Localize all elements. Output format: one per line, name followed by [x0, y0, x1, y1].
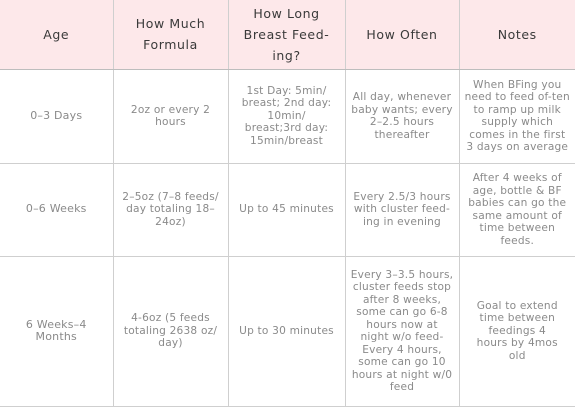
breast-feeding-cell: Up to 45 minutes: [228, 163, 345, 256]
how-often-cell: All day, whenever baby wants; every 2–2.5 hours thereafter: [345, 69, 459, 163]
table-body: [0, 69, 575, 406]
table-row: [0, 69, 575, 163]
table-row: [0, 163, 575, 256]
formula-cell: [113, 163, 228, 256]
header-age: Age: [0, 0, 113, 69]
header-row: [0, 0, 575, 69]
formula-cell: [113, 256, 228, 406]
notes-cell: [459, 256, 575, 406]
formula-text: 2oz or every 2 hours: [130, 103, 211, 128]
breast-feeding-text: 1st Day: 5min/ breast; 2nd day: 10min/ breast;3rd day: 15min/breast: [241, 84, 332, 147]
age-cell: 0–3 Days: [0, 69, 113, 163]
how-often-cell: Every 3–3.5 hours, cluster feeds stop after 8 weeks, some can go 6-8 hours now at night w/o feed-Every 4 hours, some can go 10 hours at night w/0 feed: [345, 256, 459, 406]
header-breast-feeding: [228, 0, 345, 69]
notes-cell: After 4 weeks of age, bottle & BF babies can go the same amount of time between feeds.: [459, 163, 575, 256]
header-formula-label: How Much Formula: [135, 16, 206, 53]
age-cell: 0–6 Weeks: [0, 163, 113, 256]
how-often-cell: Every 2.5/3 hours with cluster feed-ing in evening: [345, 163, 459, 256]
header-how-often: How Often: [345, 0, 459, 69]
formula-text: 2–5oz (7–8 feeds/ day totaling 18–24oz): [122, 190, 219, 228]
header-breast-feeding-label: How Long Breast Feed-ing?: [243, 5, 330, 63]
formula-cell: [113, 69, 228, 163]
table-header: [0, 0, 575, 69]
header-formula: [113, 0, 228, 69]
header-notes: Notes: [459, 0, 575, 69]
notes-text: Goal to extend time between feedings 4 hours by 4mos old: [476, 299, 558, 362]
formula-text: 4-6oz (5 feeds totaling 2638 oz/ day): [123, 312, 218, 350]
breast-feeding-cell: Up to 30 minutes: [228, 256, 345, 406]
table-row: [0, 256, 575, 406]
breast-feeding-cell: [228, 69, 345, 163]
age-cell: [0, 256, 113, 406]
age-text: 6 Weeks–4 Months: [25, 317, 87, 343]
notes-cell: When BFing you need to feed of-ten to ramp up milk supply which comes in the first 3 days on average: [459, 69, 575, 163]
